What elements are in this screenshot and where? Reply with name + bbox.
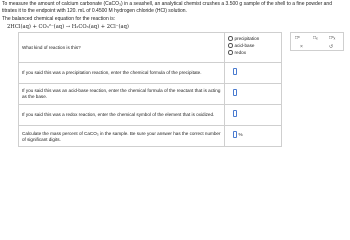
question-row-oxidized <box>19 105 281 126</box>
option-precipitation[interactable] <box>228 35 278 42</box>
undo-icon[interactable]: ↺ <box>329 44 334 50</box>
formula-toolbar <box>290 32 344 51</box>
question-row-mass-percent <box>19 126 281 147</box>
question-table <box>18 32 282 147</box>
superscript-button[interactable]: □ˣ <box>295 35 300 41</box>
option-acid-base[interactable] <box>228 42 278 49</box>
balanced-equation-label: The balanced chemical equation for the reaction is: <box>2 16 116 22</box>
problem-text: To measure the amount of calcium carbonate (CaCO₃) in a seashell, an analytical chemist crushes a 3.500 g sample of the shell to a fine powder and titrates it to the endpoint with 120. mL of 0.4500 M hydrogen chloride (HCl) solution. <box>2 1 332 14</box>
radio-icon[interactable] <box>228 36 233 41</box>
mass-percent-answer <box>233 131 278 138</box>
answer-cell <box>225 105 281 125</box>
reaction-type-options <box>225 33 281 62</box>
question-row-reaction-type <box>19 33 281 63</box>
radio-icon[interactable] <box>228 50 233 55</box>
mass-percent-input[interactable] <box>233 131 237 138</box>
question-prompt: Calculate the mass percent of CaCO₃ in the sample. Be sure your answer has the correct number of significant digits. <box>19 126 225 147</box>
subscript-button[interactable]: □ₓ <box>313 35 318 41</box>
option-redox[interactable] <box>228 49 278 56</box>
question-prompt: If you said this was a precipitation reaction, enter the chemical formula of the precipitate. <box>19 63 225 83</box>
sub-superscript-button[interactable]: □ˣₓ <box>329 35 336 41</box>
option-label: redox <box>234 49 246 55</box>
answer-cell <box>225 126 281 147</box>
question-row-precipitate <box>19 63 281 84</box>
base-input[interactable] <box>233 89 237 96</box>
radio-icon[interactable] <box>228 43 233 48</box>
precipitate-input[interactable] <box>233 68 237 75</box>
chemical-equation: 2HCl(aq) + CO₃²⁻(aq) → H₂CO₃(aq) + 2Cl⁻(aq) <box>7 24 129 30</box>
question-prompt: What kind of reaction is this? <box>19 33 225 62</box>
question-prompt: If you said this was a redox reaction, enter the chemical symbol of the element that is oxidized. <box>19 105 225 125</box>
percent-unit: % <box>238 131 243 137</box>
clear-icon[interactable]: × <box>300 44 303 50</box>
question-row-base <box>19 84 281 105</box>
option-label: acid-base <box>234 42 255 48</box>
question-prompt: If you said this was an acid-base reaction, enter the chemical formula of the reactant that is acting as the base. <box>19 84 225 104</box>
option-label: precipitation <box>234 35 260 41</box>
oxidized-element-input[interactable] <box>233 110 237 117</box>
answer-cell <box>225 63 281 83</box>
answer-cell <box>225 84 281 104</box>
